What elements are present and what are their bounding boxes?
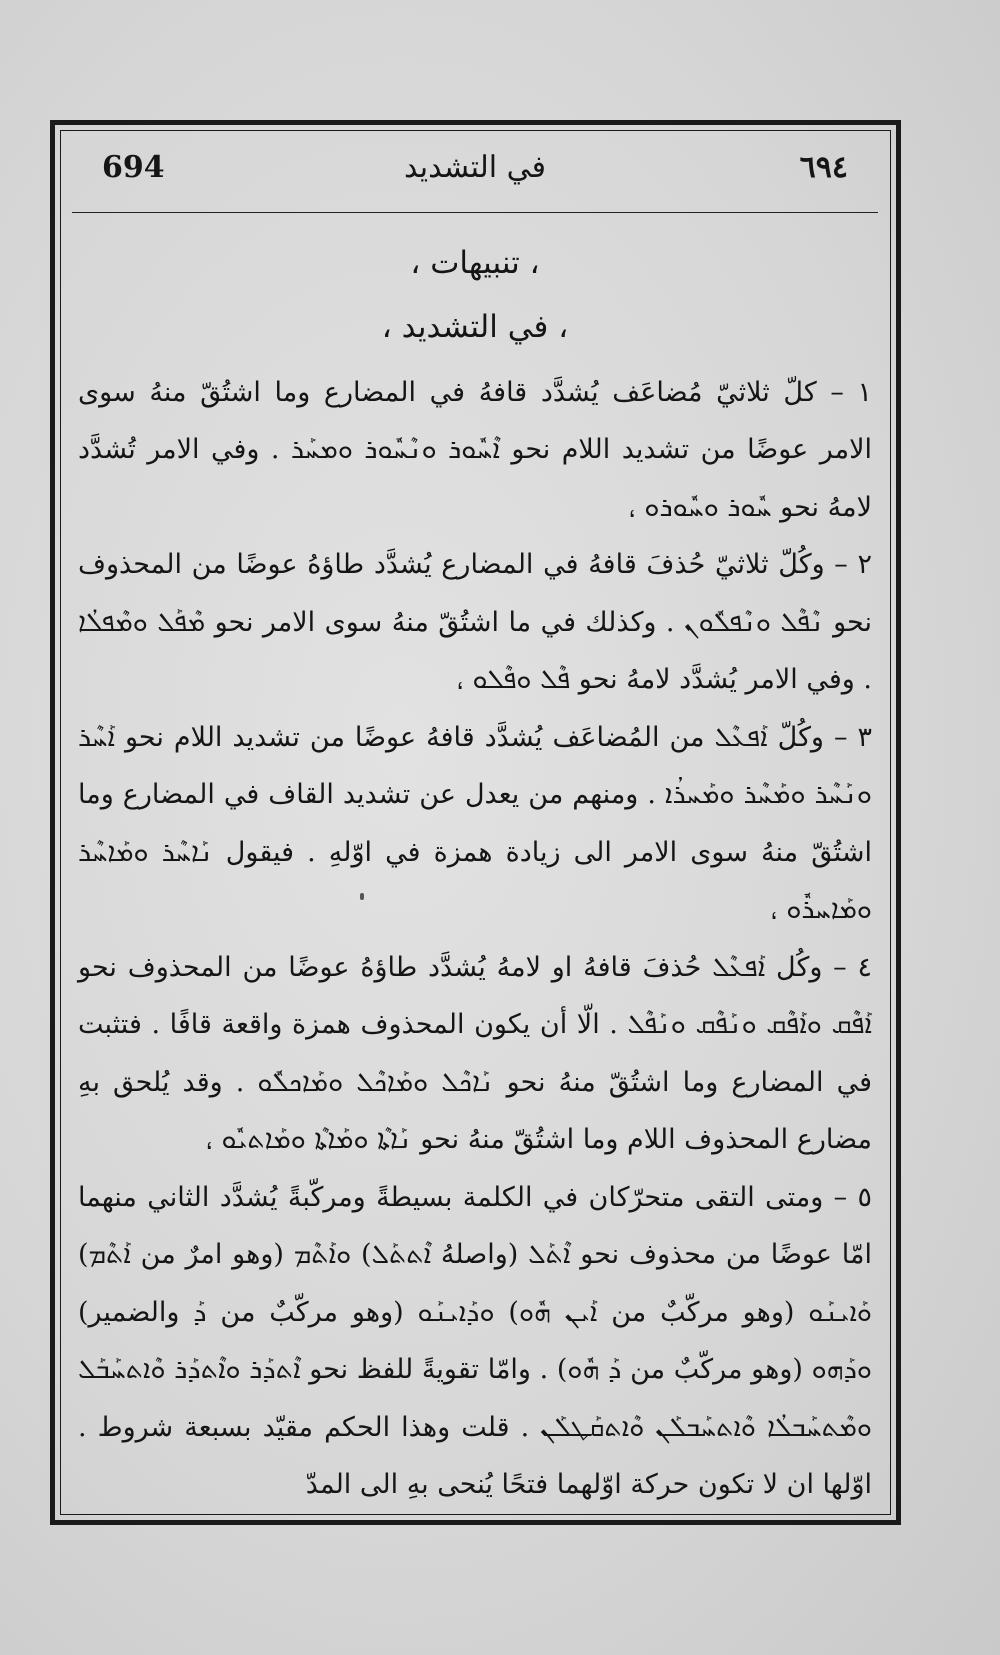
paragraph-4: ٤ – وكُل ܐܰܦܥܶܠ حُذفَ قافهُ او لامهُ يُشدَّد طاؤهُ عوضًا من المحذوف نحو ܐܰܦܶܩ ܘܐܰܦܶܩ ܘܢܰܦܶܩ ܘܢܰܦܶܠ . الّا أن يكون المحذوف همزة واقعة قافًا . فتثبت في المضارع وما اشتُقّ منهُ نحو ܢܰܐܟܶܠ ܘܡܰܐܟܶܠ ܘܡܰܐܟܠܽܘ . وقد يُلحق بهِ مضارع المحذوف اللام وما اشتُقّ منهُ نحو ܢܰܐܬܶܐ ܘܡܰܐܬܶܐ ܘܡܰܐܬܝܽܘ ، bbox=[78, 951, 872, 1156]
body-text bbox=[72, 364, 878, 1514]
section-heading: ، في التشديد ، bbox=[381, 309, 569, 346]
paragraph-3: ٣ – وكُلّ ܐܰܦܥܶܠ من المُضاعَف يُشدَّد قافهُ عوضًا من تشديد اللام نحو ܐܰܚܶܪ ܘܢܰܚܶܪ ܘܡܰܚܶܪ ܘܡܰܚܪܳܐ . ومنهم من يعدل عن تشديد القاف في المضارع وما اشتُقّ منهُ سوى الامر الى زيادة همزة في اوّلهِ . فيقول ܢܰܐܚܶܪ ܘܡܰܐܚܶܪ ܘܡܰܐܚܪܽܘ ، bbox=[78, 721, 872, 926]
paragraph-5: ٥ – ومتى التقى متحرّكان في الكلمة بسيطةً ومركّبةً يُشدَّد الثاني منهما امّا عوضًا من محذوف نحو ܐܶܬܰܠ (واصلهُ ܐܶܬܬܰܠ) ܘܐܰܬܶܡ (وهو امرٌ من ܐܰܬܶܡ) ܘܰܐܝܢܰܘ (وهو مركّبٌ من ܐܰܝܢ ܗܽܘ) ܘܕܰܐܝܢܰܘ (وهو مركّبٌ من ܕܰ والضمير) ܘܕܰܗܘ (وهو مركّبٌ من ܕܰ ܗܽܘ) . وامّا تقويةً للفظ نحو ܐܶܬܕܰܪ ܘܐܶܬܕܰܪ ܘܶܐܬܚܰܒܰܠ ܘܡܶܬܚܰܒܠܳܐ ܘܶܐܬܚܰܒܠܰܢ ܘܶܐܬܩܰܛܠܰܢ . قلت وهذا الحكم مقيّد بسبعة شروط . اوّلها ان لا تكون حركة اوّلهما فتحًا يُنحى بهِ الى المدّ bbox=[78, 1181, 872, 1501]
page-number-arabic: ٦٩٤ bbox=[799, 150, 848, 185]
paragraph-1: ١ – كلّ ثلاثيّ مُضاعَف يُشدَّد قافهُ في المضارع وما اشتُقّ منهُ سوى الامر عوضًا من تشديد اللام نحو ܐܶܚܽܘܪ ܘܢܶܚܽܘܪ ܘܡܚܰܪ . وفي الامر تُشدَّد لامهُ نحو ܚܽܘܪ ܘܚܽܘܪܘ ، bbox=[78, 376, 872, 523]
running-title: في التشديد bbox=[403, 150, 547, 185]
page-number-latin: 694 bbox=[102, 150, 165, 185]
page-content bbox=[72, 140, 878, 1505]
running-header bbox=[72, 140, 878, 213]
paragraph-2: ٢ – وكُلّ ثلاثيّ حُذفَ قافهُ في المضارع يُشدَّد طاؤهُ عوضًا من المحذوف نحو ܢܶܦܶܠ ܘܢܶܦܠܽܘܢ . وكذلك في ما اشتُقّ منهُ سوى الامر نحو ܡܶܦܰܠ ܘܡܶܦܠܳܐ . وفي الامر يُشدَّد لامهُ نحو ܦܶܠ ܘܦܶܠܘ ، bbox=[78, 549, 872, 696]
notes-heading: ، تنبيهات ، bbox=[410, 245, 540, 281]
